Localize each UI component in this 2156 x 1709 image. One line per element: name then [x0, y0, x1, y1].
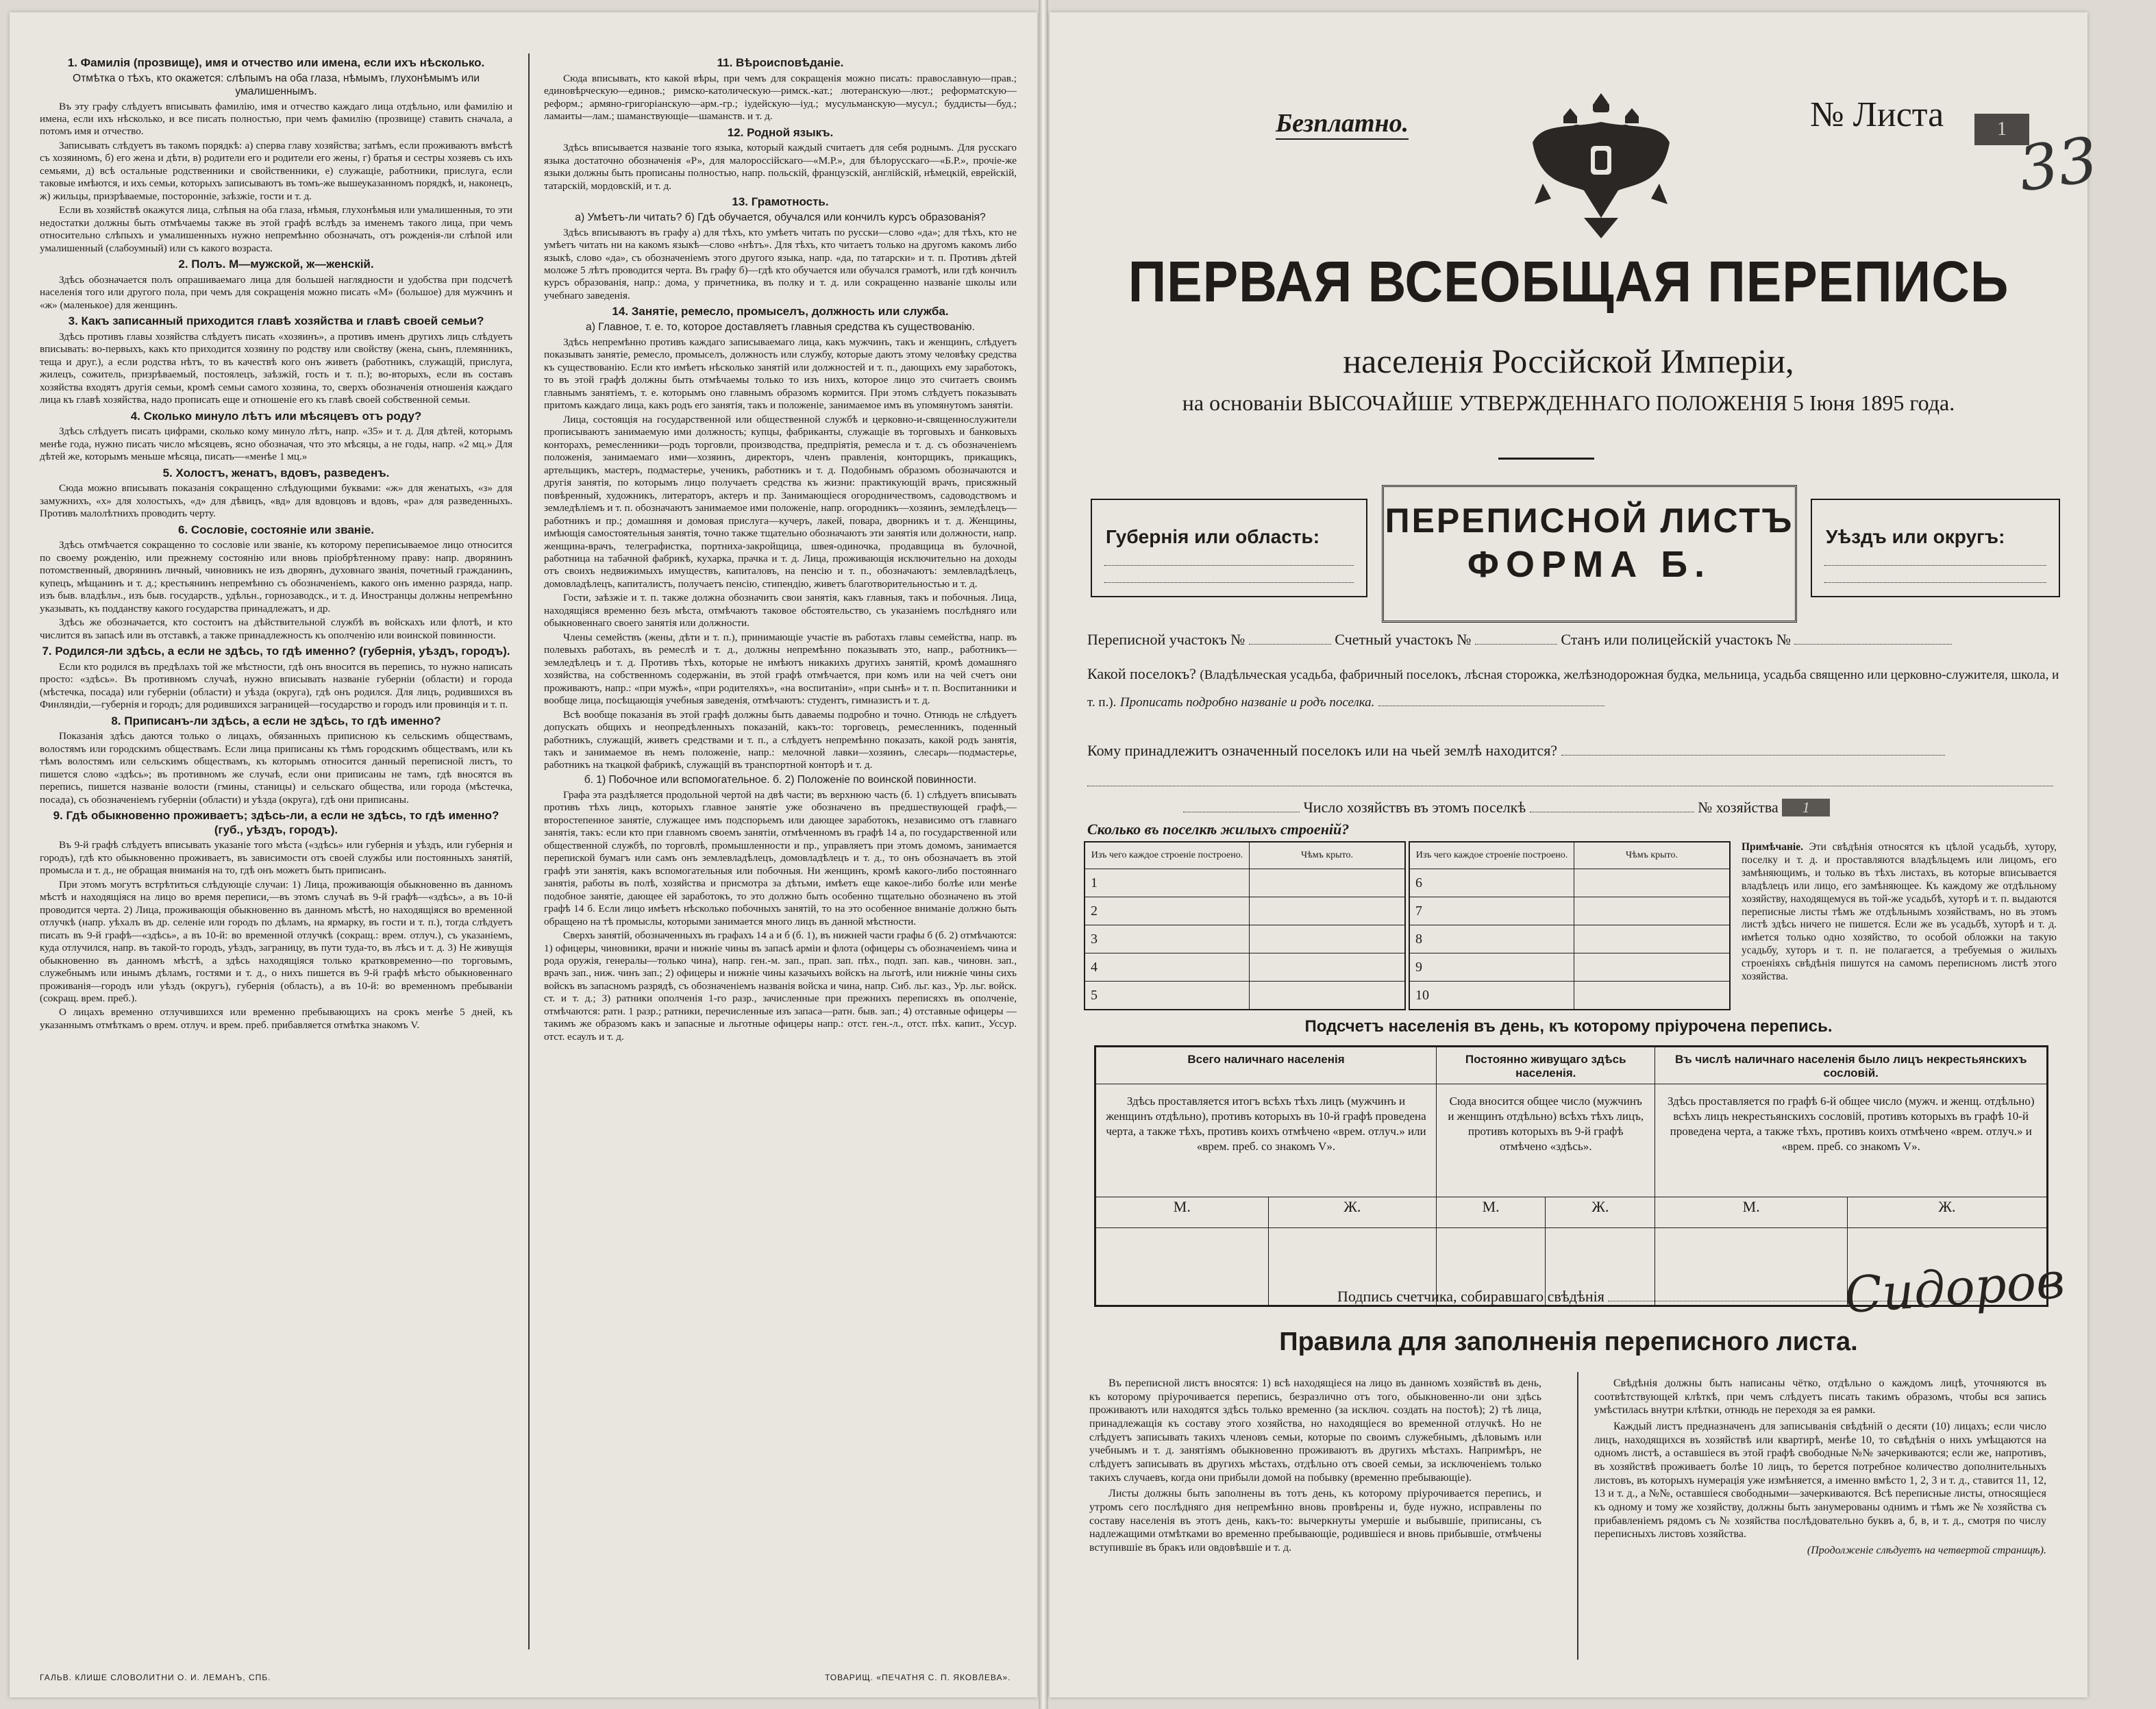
households-label: Число хозяйствъ въ этомъ поселкѣ [1303, 799, 1526, 816]
province-line [1104, 565, 1354, 566]
province-line [1104, 582, 1354, 583]
owner-line [1087, 742, 2060, 760]
imprint-left: ГАЛЬВ. КЛИШЕ СЛОВОЛИТНИ О. И. ЛЕМАНЪ, СПБ. [40, 1673, 271, 1682]
building-number: 2 [1085, 897, 1250, 925]
owner-field-2[interactable] [1087, 773, 2053, 786]
census-basis: на основаніи ВЫСОЧАЙШЕ УТВЕРЖДЕННАГО ПОЛОЖЕНІЯ 5 Іюня 1895 года. [1182, 390, 1955, 415]
item-subheading: б. 1) Побочное или вспомогательное. б. 2) Положеніе по воинской повинности. [584, 773, 977, 786]
signature-line [1337, 1251, 2067, 1325]
bt-head-material: Изъ чего каждое строеніе построено. [1085, 842, 1250, 869]
form-title-box [1382, 485, 1797, 623]
item-paragraph: Здѣсь непремѣнно противъ каждаго записываемаго лица, какъ мужчинъ, такъ и женщинъ, слѣдуетъ показывать занятіе, ремесло, промыселъ, должность или службу, которые даютъ этому человѣку средства къ существованію. Если кто имѣетъ нѣсколько занятій или должностей и т. п., дающихъ ему заработокъ, то въ этой графѣ должны быть отмѣчаемы только то изъ нихъ, которое лицо это считаетъ своимъ главнымъ занятіемъ, т. е. которымъ оно главнымъ образомъ кормится. При этомъ слѣдуетъ показывать притомъ каждаго лица, какъ родъ его занятія, такъ и положеніе, занимаемое имъ въ упомянутомъ занятіи. [544, 336, 1017, 412]
district-line [1824, 565, 2046, 566]
item-subheading: а) Главное, т. е. то, которое доставляетъ главныя средства къ существованію. [586, 321, 975, 334]
item-heading: 11. Вѣроисповѣданіе. [717, 56, 844, 69]
free-label: Безплатно. [1276, 108, 1409, 140]
item-paragraph: Здѣсь обозначается полъ опрашиваемаго лица для большей наглядности и удобства при подсчетѣ населенія того или другого пола, при чемъ для сокращенія можно писать «М» (большое) для мужчинъ и «ж» (маленькое) для женщинъ. [40, 273, 512, 311]
building-roof-cell[interactable] [1574, 925, 1731, 953]
households-line [1087, 799, 2156, 816]
item-paragraph: Всѣ вообще показанія въ этой графѣ должны быть даваемы подробно и точно. Отнюдь не слѣдуетъ допускать общихъ и неопредѣленныхъ показаній, какъ-то: торговецъ, ремесленникъ, поденный работникъ, служащій, живетъ средствами и т. п., а слѣдуетъ непремѣнно показать, какой родъ занятія, такъ и занимаемое въ немъ положеніе, напр.: мелочной лавки—хозяинъ, слесарь—подмастерье, работникъ на ткацкой фабрикѣ, служащій въ транспортной конторѣ и т. д. [544, 708, 1017, 771]
count-col-text: Здѣсь проставляется итогъ всѣхъ тѣхъ лицъ (мужчинъ и женщинъ отдѣльно), противъ которыхъ въ 10-й графѣ проведена черта, а также тѣхъ, противъ коихъ отмѣчено «врем. отлуч.» или «врем. преб. со знакомъ V». [1095, 1084, 1437, 1197]
counting-plot-field[interactable] [1475, 632, 1557, 645]
instruction-item [40, 410, 512, 464]
left-page [10, 12, 1037, 1697]
settlement-label: Какой поселокъ? [1087, 665, 1196, 682]
buildings-label: Сколько въ поселкѣ жилыхъ строеній? [1087, 821, 1350, 838]
item-paragraph: Здѣсь отмѣчается сокращенно то сословіе или званіе, къ которому переписываемое лицо относится по своему рожденію, или прежнему состоянію или вновь пріобрѣтенному праву: напр. дворянинъ потомственный, дворянинъ личный, чиновникъ не изъ дворянъ, духовнаго званія, почетный гражданинъ, купецъ, мѣщанинъ и т. д.; крестьянинъ непремѣнно съ обозначеніемъ, какого онъ именно разряда, напр. изъ быв. владѣльч., изъ быв. государств., удѣльн., горнозаводск., и т. д. Иностранцы должны непремѣнно указывать, къ подданству какого государства принадлежатъ, и др. [40, 539, 512, 614]
count-cell[interactable] [1095, 1228, 1269, 1306]
bt-head-roof: Чѣмъ крыто. [1574, 842, 1731, 869]
female-label: Ж. [1847, 1197, 2047, 1228]
police-plot-field[interactable] [1794, 632, 1952, 645]
female-label: Ж. [1268, 1197, 1436, 1228]
item-paragraph: Графа эта раздѣляется продольной чертой на двѣ части; въ верхнюю часть (б. 1) слѣдуетъ вписывать противъ тѣхъ лицъ, которыхъ главное занятіе уже обозначено въ предшествующей графѣ,—второстепенное занятіе, служащее имъ подспорьемъ или дающее заработокъ, независимо отъ главнаго занятія, такъ: если кто при главномъ своемъ занятіи, отмѣченномъ въ графѣ 14 а, по государственной или общественной службѣ, по торговлѣ, промышленности и пр., управляетъ при этомъ домомъ, занимается перепиской бумагъ или самъ онъ землевладѣлецъ, домовладѣлецъ и т. д., то онъ обозначаетъ въ этой графѣ эти занятія, какъ вспомогательныя или побочныя. Ни женщинъ, кромѣ какого-либо постояннаго занятія, работы въ полѣ, хозяйства и присмотра за дѣтьми, имѣетъ еще какое-либо болѣе или менѣе подобное занятіе, дающее ей заработокъ, то это должно быть особенно тщательно обозначено въ этой графѣ 14 б. Если лицо имѣетъ нѣсколько побочныхъ занятій, то на это особенное вниманіе должно быть обращено на тѣ промыслы, которыми занимается много лицъ въ данной мѣстности. [544, 788, 1017, 927]
building-row [1409, 897, 1730, 925]
count-col-head: Въ числѣ наличнаго населенія было лицъ некрестьянскихъ сословій. [1655, 1047, 2048, 1084]
census-subtitle: населенія Россійской Имперіи, [1343, 342, 1794, 380]
plot-numbers-line [1087, 631, 2060, 649]
item-heading: 5. Холостъ, женатъ, вдовъ, разведенъ. [162, 466, 390, 479]
male-label: М. [1436, 1197, 1545, 1228]
owner-line-2 [1087, 773, 2060, 790]
female-label: Ж. [1546, 1197, 1655, 1228]
item-heading: 4. Сколько минуло лѣтъ или мѣсяцевъ отъ роду? [130, 409, 422, 423]
note-title: Примѣчаніе. [1742, 841, 1803, 853]
item-paragraph: Если въ хозяйствѣ окажутся лица, слѣпыя на оба глаза, нѣмыя, глухонѣмыя или умалишенныя, то эти недостатки должны быть отмѣчаемы также въ этой графѣ вслѣдъ за именемъ такого лица, при чемъ относительно слѣпыхъ и умалишенныхъ нужно непремѣнно обозначать, отъ рожденія-ли слѣпой или умалишенный (слабоумный) или съ какого возраста. [40, 204, 512, 254]
district-line [1824, 582, 2046, 583]
form-title: ПЕРЕПИСНОЙ ЛИСТЪ [1385, 501, 1794, 540]
instruction-item [40, 314, 512, 406]
item-paragraph: Если кто родился въ предѣлахъ той же мѣстности, гдѣ онъ вносится въ перепись, то нужно написать просто: «здѣсь». Въ противномъ случаѣ, нужно вписывать названіе губерніи (области) и города (мѣстечка, посада) или губерніи (области) и уѣзда (округа), гдѣ онъ родился. Для лицъ, родившихся въ Финляндіи,—губернія и городъ; для родившихся заграницей—государство и городъ или провинція и т. п. [40, 660, 512, 711]
title-rule [1498, 458, 1594, 460]
building-number: 8 [1409, 925, 1574, 953]
building-roof-cell[interactable] [1574, 982, 1731, 1010]
bt-head-material: Изъ чего каждое строеніе построено. [1409, 842, 1574, 869]
count-col-text: Здѣсь проставляется по графѣ 6-й общее число (мужч. и женщ. отдѣльно) всѣхъ лицъ некрестьянскихъ сословій, противъ которыхъ въ графѣ 10-й проведена черта, а также тѣхъ, противъ коихъ отмѣчено «врем. отлуч.» и «врем. преб. со знакомъ V». [1655, 1084, 2048, 1197]
building-number: 9 [1409, 953, 1574, 982]
census-plot-label: Переписной участокъ № [1087, 631, 1246, 648]
instruction-item [40, 645, 512, 712]
building-number: 3 [1085, 925, 1250, 953]
item-paragraph: Здѣсь вписывается названіе того языка, который каждый считаетъ для себя роднымъ. Для русскаго языка достаточно обозначенія «Р», для малороссійскаго—«М.Р.», для бѣлорусскаго—«Б.Р.», прочіе-же языки должны быть прописаны полностью, напр. польскій, французскій, англійскій, нѣмецкій, еврейскій, татарскій, мордовскій, и т. д. [544, 142, 1017, 192]
rules-column-2 [1594, 1377, 2046, 1560]
left-column-1 [40, 53, 512, 1034]
item-paragraph: Въ эту графу слѣдуетъ вписывать фамилію, имя и отчество каждаго лица отдѣльно, или фамилію и имена, если ихъ нѣсколько, и все писать полностью, при чемъ фамилію (прозвище) ставить сначала, а потомъ имя и отчество. [40, 100, 512, 138]
instruction-item [544, 56, 1017, 123]
item-paragraph: Сверхъ занятій, обозначенныхъ въ графахъ 14 а и б (б. 1), въ нижней части графы б (б. 2) отмѣчаются: 1) офицеры, чиновники, врачи и нижніе чины въ запасѣ армiи и флота (офицеры съ обозначеніемъ чина и рода оружія, генералы—только чина), напр. ген.-м. зап., прап. зап. пѣх., подп. зап. кав., чиновн. зап., врачъ зап., ниж. чинъ зап.; 2) офицеры и нижніе чины казачьихъ войскъ на льготѣ, или нижніе чины сихъ войскъ въ запасномъ разрядѣ, съ обозначеніемъ названія войска и чина, напр. Сиб. льг. каз., Ур. льг. войск. ст. и т. д.; 3) ратники ополченія 1-го разр., зачисленные при прежнихъ переписяхъ въ ополченіе, отмѣчаются: ратн. 1 разр.; ратники, перечисленные изъ запаса—ратн. быв. зап.; 4) отставные офицеры — такимъ же образомъ какъ и запасные и льготные офицеры напр.: отст. ген.-л., отст. пѣх. капит., Уссур. отст. есаулъ и т. д. [544, 930, 1017, 1043]
instruction-item [40, 523, 512, 642]
item-heading: 1. Фамилія (прозвище), имя и отчество или имена, если ихъ нѣсколько. [67, 56, 485, 69]
building-row [1085, 982, 1405, 1010]
buildings-note [1742, 841, 2057, 984]
building-number: 10 [1409, 982, 1574, 1010]
settlement-line [1087, 660, 2060, 714]
building-row [1085, 869, 1405, 897]
building-row [1409, 982, 1730, 1010]
instruction-item [40, 466, 512, 521]
item-paragraph: Показанія здѣсь даются только о лицахъ, обязанныхъ приписною къ сельскимъ обществамъ, волостямъ или городскимъ обществамъ. Если лица приписаны къ тѣмъ городскимъ обществамъ, или къ тѣмъ волостямъ или сельскимъ обществамъ, къ которымъ относится данный переписной листъ, то пишется слово «здѣсь»; въ противномъ же случаѣ, если они приписаны не тамъ, гдѣ вносятся въ перепись, пишется названіе волости (гмины, станицы) и сельскаго общества, или города (мѣстечка, посада), съ обозначеніемъ губерніи (области) и уѣзда (округа), гдѣ они приписаны. [40, 730, 512, 806]
building-roof-cell[interactable] [1574, 897, 1731, 925]
counting-plot-label: Счетный участокъ № [1335, 631, 1472, 648]
right-page [1050, 12, 2103, 1697]
bt-head-roof: Чѣмъ крыто. [1250, 842, 1406, 869]
household-number-value: 1 [1782, 799, 1830, 816]
item-heading: 6. Сословіе, состояніе или званіе. [178, 523, 374, 536]
item-subheading: а) Умѣетъ-ли читать? б) Гдѣ обучается, обучался или кончилъ курсъ образованія? [575, 211, 986, 223]
item-paragraph: Здѣсь же обозначается, кто состоитъ на дѣйствительной службѣ въ войскахъ или флотѣ, и кто числится въ запасѣ или въ отставкѣ, а также принадлежность къ ополченію или воинской повинности. [40, 616, 512, 641]
signature-label: Подпись счетчика, собиравшаго свѣдѣнія [1337, 1288, 1604, 1305]
item-heading: 8. Приписанъ-ли здѣсь, а если не здѣсь, то гдѣ именно? [111, 714, 441, 727]
left-column-2 [544, 53, 1017, 1045]
building-roof-cell[interactable] [1250, 925, 1406, 953]
building-roof-cell[interactable] [1574, 953, 1731, 982]
building-number: 7 [1409, 897, 1574, 925]
item-paragraph: Здѣсь противъ главы хозяйства слѣдуетъ писать «хозяинъ», а противъ именъ другихъ лицъ слѣдуетъ вписывать: во-первыхъ, какъ кто приходится хозяину по родству или свойству (жена, сынъ, племянникъ, теща и друг.), а если родства нѣтъ, то въ качествѣ кого онъ живетъ (работникъ, служащій, прислуга, жилецъ, сожитель, призрѣваемый, постоялецъ, заѣзжій, гость и т. п.); во-вторыхъ, если въ составъ хозяйства входятъ другія семьи, кромѣ семьи самого хозяина, то, сверхъ обозначенія отношенія каждаго лица къ главѣ хозяйства, надо прописать еще и отношеніе его къ главѣ своей собственной семьи. [40, 330, 512, 406]
district-box [1811, 499, 2060, 597]
handwritten-number: 33 [2014, 123, 2103, 206]
building-number: 1 [1085, 869, 1250, 897]
settlement-field[interactable] [1378, 693, 1604, 706]
rule-paragraph: Листы должны быть заполнены въ тотъ день, къ которому пріурочивается перепись, и утромъ сего послѣдняго дня непремѣнно вновь провѣрены и, буде нужно, исправлены по составу населенія въ этотъ день, какъ-то: вычеркнуты умершіе и выбывшіе, приписаны, съ надлежащими отмѣтками во временно пребывающіе, родившіеся и вновь прибывшіе, отмѣчены вступившіе въ бракъ или овдовѣвшіе и т. д. [1089, 1488, 1541, 1554]
building-row [1085, 953, 1405, 982]
police-plot-label: Станъ или полицейскій участокъ № [1561, 631, 1791, 648]
rule-paragraph: Въ переписной листъ вносятся: 1) всѣ находящіеся на лицо въ данномъ хозяйствѣ въ день, къ которому пріурочивается перепись, безразлично отъ того, обыкновенно-ли они здѣсь проживаютъ или находятся здѣсь только временно (за исключ. создать на постоѣ); 2) тѣ лица, принадлежащія къ составу этого хозяйства, но находящіеся во временной отлучкѣ. Но не слѣдуетъ записывать такихъ членовъ семьи, которые по своимъ служебнымъ, дѣловымъ или учебнымъ и т. д. занятіямъ обыкновенно проживаютъ въ другихъ мѣстахъ. Напримѣръ, не слѣдуетъ записывать въ другихъ мѣстахъ, отдѣльно отъ своей семьи, за исключеніемъ только такихъ случаевъ, когда они прибыли домой на побывку (временно пребывающіе). [1089, 1377, 1541, 1484]
item-heading: 12. Родной языкъ. [727, 125, 834, 139]
building-roof-cell[interactable] [1250, 869, 1406, 897]
double-headed-eagle-emblem [1529, 81, 1673, 245]
rules-column-1 [1089, 1377, 1541, 1558]
sheet-number-label: № Листа [1810, 95, 1944, 134]
item-paragraph: При этомъ могутъ встрѣтиться слѣдующіе случаи: 1) Лица, проживающія обыкновенно въ данномъ мѣстѣ и находящіяся на лицо во время переписи,—въ этомъ случаѣ въ 9-й графѣ—«здѣсь», а въ 10-й проводится черта. 2) Лица, проживающія обыкновенно въ данномъ мѣстѣ, но находящіяся во временной отлучкѣ (напр. уѣхалъ въ др. селеніе или городъ по дѣламъ, на ярмарку, въ гости и т. п.), тогда слѣдуетъ писать въ 9-й графѣ—«здѣсь», а въ 10-й: во временной отлучкѣ (сокращ.: врем. отлуч.), съ указаніемъ, куда отлучился, напр. въ такой-то городъ, уѣздъ, заграницу, въ пути туда-то, въ лѣсъ и т. д. 3) Не живущія обыкновенно въ данномъ мѣстѣ, а здѣсь находящіяся только кратковременно—по торговымъ, служебнымъ или инымъ дѣламъ, гостями и т. д., о нихъ пишется въ 9-й графѣ мѣсто обыкновеннаго проживанія—городъ или уѣздъ (округъ), губернія (область), а въ 10-й: во временномъ пребываніи (сокращ. врем. преб.). [40, 878, 512, 1004]
item-heading: 14. Занятіе, ремесло, промыселъ, должность или служба. [612, 305, 949, 319]
building-roof-cell[interactable] [1574, 869, 1731, 897]
count-heading: Подсчетъ населенія въ день, къ которому пріурочена перепись. [1304, 1017, 1833, 1036]
imprint-right: ТОВАРИЩ. «ПЕЧАТНЯ С. П. ЯКОВЛЕВА». [825, 1673, 1011, 1682]
male-label: М. [1655, 1197, 1847, 1228]
item-paragraph: Здѣсь вписываютъ въ графу а) для тѣхъ, кто умѣетъ читать по русски—слово «да»; для тѣхъ, кто не умѣетъ читать ни на какомъ языкѣ—слово «нѣтъ». Для тѣхъ, кто читаетъ только на другомъ какомъ либо языкѣ, слово «да», съ обозначеніемъ этого другого языка, напр. «да, по татарски» и т. п. Противъ дѣтей моложе 5 лѣтъ проводится черта. Въ графу б)—гдѣ кто обучается или обучался грамотѣ, или гдѣ кончилъ курсъ образованія, напр.: дома, у причетника, въ полку и т. д. или сокращенно названіе школы или учебнаго заведенія. [544, 226, 1017, 301]
item-subheading: Отмѣтка о тѣхъ, кто окажется: слѣпымъ на оба глаза, нѣмымъ, глухонѣмымъ или умалишеннымъ. [72, 72, 480, 97]
building-row [1085, 897, 1405, 925]
item-paragraph: Здѣсь слѣдуетъ писать цифрами, сколько кому минуло лѣтъ, напр. «35» и т. д. Для дѣтей, которымъ менѣе года, нужно писать число мѣсяцевъ, ясно обозначая, что это мѣсяцы, а не годы, напр. «2 мц.» Для дѣтей же, которымъ меньше мѣсяца, писать—«менѣе 1 мц.» [40, 425, 512, 463]
settlement-hint: (Владѣльческая усадьба, фабричный поселокъ, лѣсная сторожка, желѣзнодорожная будка, мельница, усадьба священно или церковно-служителя, школа, и т. п.). [1087, 668, 2059, 710]
item-paragraph: Сюда вписывать, кто какой вѣры, при чемъ для сокращенія можно писать: православную—прав.; единовѣрческую—единов.; римско-католическую—римск.-кат.; лютеранскую—лют.; реформатскую—реформ.; армяно-григоріанскую—арм.-гр.; іудейскую—іуд.; мусульманскую—мусул.; буддисты—буд.; ламаиты—лам.; шаманствующіе—шаманств. и т. д. [544, 72, 1017, 123]
building-roof-cell[interactable] [1250, 953, 1406, 982]
households-count-field[interactable] [1530, 799, 1694, 812]
page-fold [1039, 0, 1048, 1709]
column-divider [528, 53, 530, 1649]
instruction-item [40, 56, 512, 255]
building-roof-cell[interactable] [1250, 897, 1406, 925]
instruction-item [40, 809, 512, 1032]
item-paragraph: Записывать слѣдуетъ въ такомъ порядкѣ: а) сперва главу хозяйства; затѣмъ, если проживаютъ вмѣстѣ съ хозяиномъ, б) его жена и дѣти, в) родители его и родители его жены, г) братья и сестры хозяевъ съ ихъ семьями, д) всѣ остальные родственники и свойственники, е) служащіе, работники, прислуга, если таковые имѣются, и ихъ семьи, которыхъ записываютъ въ томъ-же вышеуказанномъ порядкѣ, и, наконецъ, ж) жильцы, призрѣваемые, посторонніе, заѣзжіе, гости и т. д. [40, 139, 512, 202]
item-paragraph: Сюда можно вписывать показанія сокращенно слѣдующими буквами: «ж» для женатыхъ, «з» для замужнихъ, «х» для холостыхъ, «д» для дѣвицъ, «вд» для вдовцовъ и вдовъ, «ра» для разведенныхъ. Противъ малолѣтнихъ проводить черту. [40, 482, 512, 520]
instruction-item [40, 714, 512, 806]
rule-paragraph: Свѣдѣнія должны быть написаны чётко, отдѣльно о каждомъ лицѣ, уточняются въ соотвѣтствующей клѣткѣ, при чемъ слѣдуетъ писать такимъ образомъ, чтобы вся запись умѣстилась внутри клѣтки, отнюдь не переходя за ея рамки. [1594, 1377, 2046, 1417]
rules-title: Правила для заполненія переписного листа. [1279, 1327, 1858, 1356]
item-heading: 2. Полъ. М—мужской, ж—женскій. [178, 258, 374, 271]
note-text: Эти свѣдѣнія относятся къ цѣлой усадьбѣ, хутору, поселку и т. д. и проставляются владѣльцемъ или лицомъ, его замѣняющимъ, и только въ тѣхъ листахъ, въ которые вписывается владѣлецъ или лицо, его замѣняющее. Къ каждому же отдѣльному хозяйству, находящемуся въ той-же усадьбѣ, хуторѣ и т. п. выдаются переписные листы тѣмъ же отдѣльнымъ хозяйствамъ, но въ этомъ листѣ здѣсь ничего не пишется. Если же въ усадьбѣ, хуторѣ и т. д. имѣется только одно хозяйство, то особой обложки на такую усадьбу, хуторъ и т. п. не полагается, а требуемыя о жилыхъ строеніяхъ свѣдѣнія пишутся на самомъ переписномъ листѣ этого хозяйства. [1742, 841, 2057, 983]
item-heading: 3. Какъ записанный приходится главѣ хозяйства и главѣ своей семьи? [68, 314, 484, 328]
building-number: 4 [1085, 953, 1250, 982]
header-boxes [1091, 485, 2060, 619]
form-subtitle: ФОРМА Б. [1467, 544, 1712, 585]
building-row [1085, 925, 1405, 953]
households-field[interactable] [1183, 799, 1300, 812]
handwritten-signature: Сидоров [1842, 1251, 2067, 1325]
count-col-text: Сюда вносится общее число (мужчинъ и женщинъ отдѣльно) всѣхъ тѣхъ лицъ, противъ которыхъ въ 9-й графѣ отмѣчено «здѣсь». [1436, 1084, 1655, 1197]
male-label: М. [1095, 1197, 1269, 1228]
sheet-number-value: 1 [1974, 114, 2029, 145]
buildings-table-2 [1409, 841, 1731, 1010]
item-paragraph: Въ 9-й графѣ слѣдуетъ вписывать указаніе того мѣста («здѣсь» или губернія и уѣздъ, или губернія и городъ), гдѣ кто обыкновенно проживаетъ, въ зависимости отъ своей службы или постоянныхъ занятій, промысла и т. д., не обращая вниманія на то, гдѣ онъ можетъ быть приписанъ. [40, 839, 512, 877]
building-number: 5 [1085, 982, 1250, 1010]
owner-field[interactable] [1561, 743, 1945, 756]
item-paragraph: Гости, заѣзжіе и т. п. также должна обозначить свои занятія, какъ главныя, такъ и побочныя. Лица, находящіяся временно безъ мѣста, отмѣчаютъ таковое обстоятельство, съ указаніемъ послѣдняго или обыкновеннаго своего занятія или должности. [544, 592, 1017, 629]
buildings-table-1 [1084, 841, 1406, 1010]
building-number: 6 [1409, 869, 1574, 897]
count-col-head: Всего наличнаго населенія [1095, 1047, 1437, 1084]
instruction-item [544, 195, 1017, 302]
item-paragraph: О лицахъ временно отлучившихся или временно пребывающихъ на срокъ менѣе 5 дней, къ указаннымъ отмѣткамъ о врем. отлуч. и врем. преб. прибавляется отмѣтка знакомъ V. [40, 1006, 512, 1031]
item-paragraph: Лица, состоящія на государственной или общественной службѣ и церковно-и-священнослужители прописываютъ занимаемую ими должность; купцы, фабриканты, служащіе въ торговыхъ и банковыхъ конторахъ, ремесленники—родъ торговли, производства, предпріятія, ремесла и т. д. съ обозначеніемъ положенія, занимаемаго ими—хозяинъ, директоръ, членъ правленія, конторщикъ, прикащикъ, артельщикъ, мастеръ, подмастерье, ученикъ, работникъ и т. д. Подобнымъ образомъ обозначаются и другія занятія, по которымъ лицо получаетъ средства къ жизни: практикующій врачъ, присяжный повѣренный, художникъ, литераторъ, актеръ и пр. Занимающіеся огородничествомъ, садоводствомъ и земледѣліемъ и т. п. обозначаютъ занимаемое ими положеніе, напр. огородникъ—хозяинъ, земледѣлецъ—работникъ и пр.; домашняя и домовая прислуга—кучеръ, лакей, повара, дворникъ и т. д. Женщины, имѣющія самостоятельныя занятія, точно также тщательно обозначаютъ эти занятія или должности, напр. женщина-врачъ, телеграфистка, портниха-закройщица, швея-одиночка, продавщица въ булочной, работница на табачной фабрикѣ, кухарка, прачка и т. д. Лица, проживающія исключительно на доходы отъ своихъ недвижимыхъ имуществъ, капиталовъ, на пенсію и т. п., обозначаютъ: землевладѣлецъ, домовладѣлецъ, капиталистъ, получаетъ пенсію, стипендію, живетъ благотворительностью и т. д. [544, 413, 1017, 590]
building-roof-cell[interactable] [1250, 982, 1406, 1010]
instruction-item [40, 258, 512, 312]
instruction-item [544, 305, 1017, 772]
item-heading: 7. Родился-ли здѣсь, а если не здѣсь, то гдѣ именно? (губернія, уѣздъ, городъ). [42, 645, 510, 658]
settlement-hint-italic: Прописать подробно названіе и родъ поселка. [1119, 695, 1375, 710]
owner-label: Кому принадлежитъ означенный поселокъ или на чьей землѣ находится? [1087, 742, 1558, 759]
rules-divider [1577, 1372, 1578, 1660]
building-row [1409, 925, 1730, 953]
item-paragraph: Члены семействъ (жены, дѣти и т. п.), принимающіе участіе въ работахъ главы семейства, напр. въ полевыхъ работахъ, въ ремеслѣ и т. д., должны непремѣнно показывать это, напр., работникъ—земледѣлецъ и т. д. Противъ тѣхъ, которые не имѣютъ никакихъ другихъ занятій, кромѣ домашняго хозяйства, на собственномъ содержаніи, въ этой графѣ отмѣчается, при комъ или на чей счетъ они проживаютъ, напр.: «при мужѣ», «при родителяхъ», «на воспитаніи», «при сынѣ» и т. п. Воспитанники и вообще лица, посѣщающія учебныя заведенія, отмѣчаютъ: студентъ, гимназистъ и т. д. [544, 631, 1017, 707]
rule-paragraph: Каждый листъ предназначенъ для записыванія свѣдѣній о десяти (10) лицахъ; если число лицъ, находящихся въ хозяйствѣ или квартирѣ, менѣе 10, то свѣдѣнія о нихъ умѣщаются на одномъ листѣ, а оставшіеся въ этой графѣ свободные №№ зачеркиваются; если же, напротивъ, въ хозяйствѣ проживаетъ болѣе 10 лицъ, то берется потребное количество дополнительныхъ листовъ, въ которыхъ нумерація уже измѣняется, а именно вмѣсто 1, 2, 3 и т. д., ставится 11, 12, 13 и т. д., а №№, оставшіеся свободными—зачеркиваются. Всѣ переписные листы, относящіеся къ одному и тому же хозяйству, должны быть занумерованы однимъ и тѣмъ же № хозяйства съ прибавленіемъ рядомъ съ № хозяйства послѣдовательно буквъ а, б, в, и т. д., смотря по числу переписныхъ листовъ хозяйства. [1594, 1421, 2046, 1540]
item-heading: 13. Грамотность. [732, 195, 829, 209]
district-label: Уѣздъ или округъ: [1826, 526, 2005, 547]
instruction-item [544, 774, 1017, 1043]
item-heading: 9. Гдѣ обыкновенно проживаетъ; здѣсь-ли, а если не здѣсь, то гдѣ именно? (губ., уѣздъ, городъ). [53, 809, 499, 836]
province-label: Губернія или область: [1106, 526, 1320, 547]
building-row [1409, 953, 1730, 982]
buildings-line [1087, 821, 2060, 838]
building-row [1409, 869, 1730, 897]
household-number-label: № хозяйства [1698, 799, 1779, 816]
census-plot-field[interactable] [1249, 632, 1331, 645]
count-col-head: Постоянно живущаго здѣсь населенія. [1436, 1047, 1655, 1084]
continued-note: (Продолженіе слѣдуетъ на четвертой страницѣ). [1807, 1545, 2046, 1557]
province-box [1091, 499, 1367, 597]
instruction-item [544, 126, 1017, 193]
census-title: ПЕРВАЯ ВСЕОБЩАЯ ПЕРЕПИСЬ [1128, 249, 2009, 314]
